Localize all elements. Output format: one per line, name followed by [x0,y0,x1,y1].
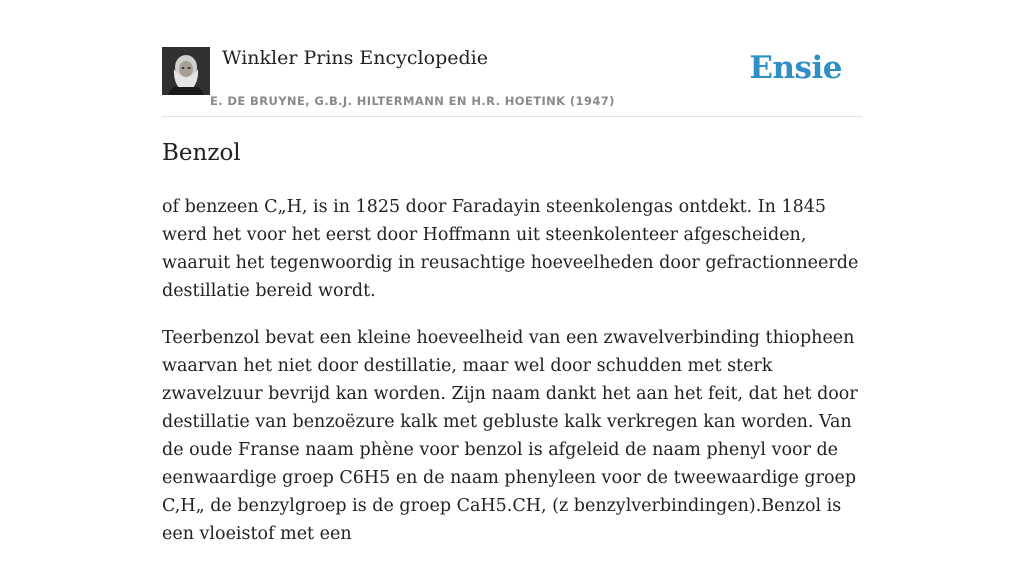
header [162,44,862,117]
article-paragraph: Teerbenzol bevat een kleine hoeveelheid van een zwavelverbinding thiopheen waarvan het niet door destillatie, maar wel door schudden met sterk zwavelzuur bevrijd kan worden. Zijn naam dankt het aan het feit, dat het door destillatie van benzoëzure kalk met gebluste kalk verkregen kan worden. Van de oude Franse naam phène voor benzol is afgeleid de naam phenyl voor de eenwaardige groep C6H5 en de naam phenyleen voor de tweewaardige groep C,H„ de benzylgroep is de groep CaH5.CH, (z benzylverbindingen).Benzol is een vloeistof met een [162,328,858,544]
article-body [162,193,862,567]
article-title: Benzol [162,140,241,166]
publication-title[interactable]: Winkler Prins Encyclopedie [222,47,488,69]
ensie-logo-link[interactable]: Ensie [749,50,842,86]
author-portrait-icon [162,47,210,95]
authors-line: E. DE BRUYNE, G.B.J. HILTERMANN EN H.R. HOETINK (1947) [210,94,615,108]
article-paragraph: of benzeen C„H, is in 1825 door Faradayin steenkolengas ontdekt. In 1845 werd het voor het eerst door Hoffmann uit steenkolenteer afgescheiden, waaruit het tegenwoordig in reusachtige hoeveelheden door gefractionneerde destillatie bereid wordt. [162,197,859,301]
